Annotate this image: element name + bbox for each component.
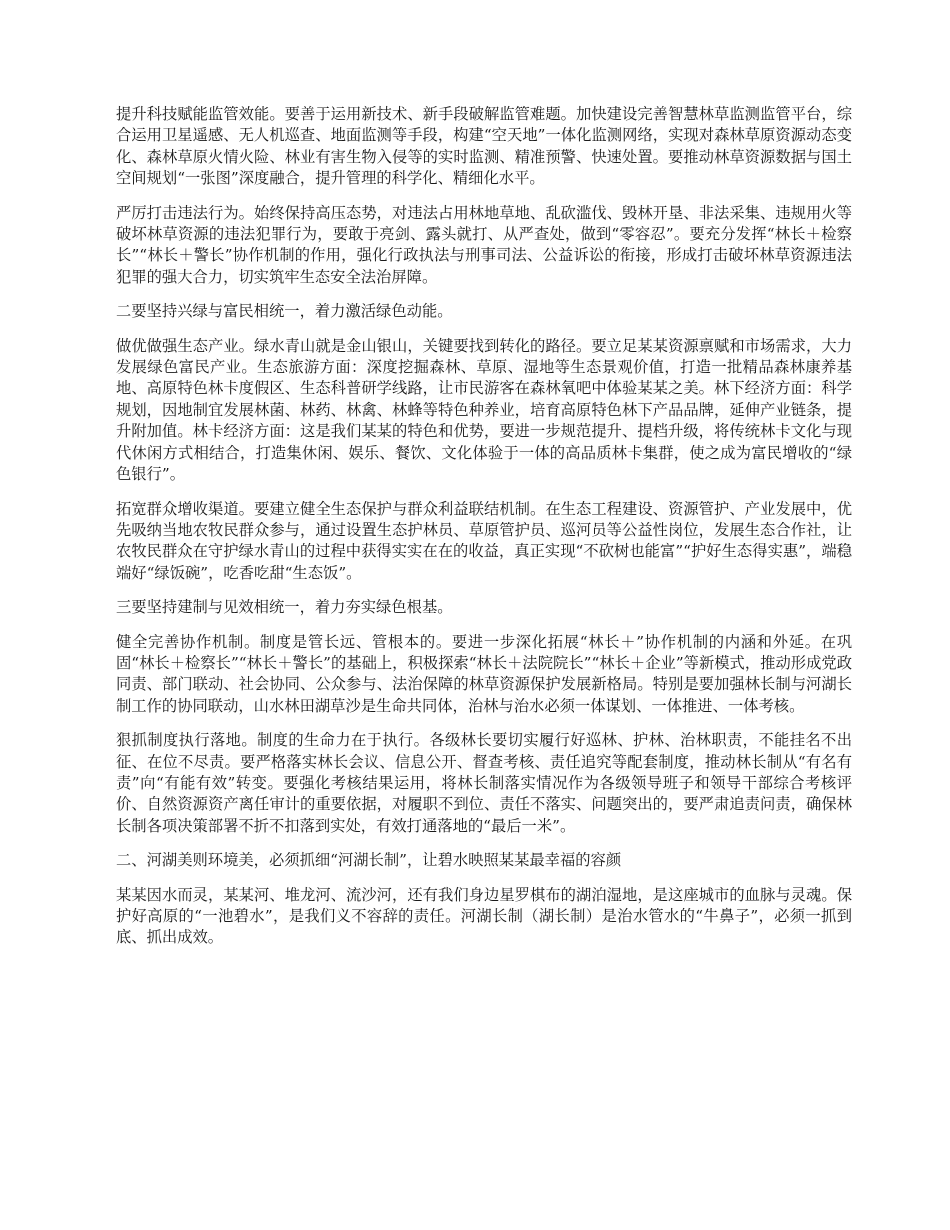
paragraph-income-channels: 拓宽群众增收渠道。要建立健全生态保护与群众利益联结机制。在生态工程建设、资源管护、产业发展中，优先吸纳当地农牧民群众参与，通过设置生态护林员、草原管护员、巡河员等公益性岗位，发展生态合作社，让农牧民群众在守护绿水青山的过程中获得实实在在的收益，真正实现“不砍树也能富”“护好生态得实惠”，端稳端好“绿饭碗”，吃香吃甜“生态饭”。 <box>116 499 852 582</box>
paragraph-crack-down-violations: 严厉打击违法行为。始终保持高压态势，对违法占用林地草地、乱砍滥伐、毁林开垦、非法采集、违规用火等破坏林草资源的违法犯罪行为，要敢于亮剑、露头就打、从严查处，做到“零容忍”。要充分发挥“林长＋检察长”“林长＋警长”协作机制的作用，强化行政执法与刑事司法、公益诉讼的衔接，形成打击破坏林草资源违法犯罪的强大合力，切实筑牢生态安全法治屏障。 <box>116 203 852 286</box>
section-heading-system-effect: 三要坚持建制与见效相统一，着力夯实绿色根基。 <box>116 598 453 617</box>
paragraph-rivers-and-lakes: 某某因水而灵，某某河、堆龙河、流沙河，还有我们身边星罗棋布的湖泊湿地，是这座城市的血脉与灵魂。保护好高原的“一池碧水”，是我们义不容辞的责任。河湖长制（湖长制）是治水管水的“牛鼻子”，必须一抓到底、抓出成效。 <box>116 885 852 947</box>
section-heading-green-prosperity: 二要坚持兴绿与富民相统一，着力激活绿色动能。 <box>116 302 453 321</box>
section-heading-river-lake-chief: 二、河湖美则环境美，必须抓细“河湖长制”，让碧水映照某某最幸福的容颜 <box>116 851 622 870</box>
document-body <box>116 104 852 962</box>
paragraph-eco-industry: 做优做强生态产业。绿水青山就是金山银山，关键要找到转化的路径。要立足某某资源禀赋和市场需求，大力发展绿色富民产业。生态旅游方面：深度挖掘森林、草原、湿地等生态景观价值，打造一批精品森林康养基地、高原特色林卡度假区、生态科普研学线路，让市民游客在森林氧吧中体验某某之美。林下经济方面：科学规划，因地制宜发展林菌、林药、林禽、林蜂等特色种养业，培育高原特色林下产品品牌，延伸产业链条，提升附加值。林卡经济方面：这是我们某某的特色和优势，要进一步规范提升、提档升级，将传统林卡文化与现代休闲方式相结合，打造集休闲、娱乐、餐饮、文化体验于一体的高品质林卡集群，使之成为富民增收的“绿色银行”。 <box>116 336 852 484</box>
paragraph-implementation: 狠抓制度执行落地。制度的生命力在于执行。各级林长要切实履行好巡林、护林、治林职责，不能挂名不出征、在位不尽责。要严格落实林长会议、信息公开、督查考核、责任追究等配套制度，推动林长制从“有名有责”向“有能有效”转变。要强化考核结果运用，将林长制落实情况作为各级领导班子和领导干部综合考核评价、自然资源资产离任审计的重要依据，对履职不到位、责任不落实、问题突出的，要严肃追责问责，确保林长制各项决策部署不折不扣落到实处，有效打通落地的“最后一米”。 <box>116 731 852 835</box>
paragraph-coordination-mechanism: 健全完善协作机制。制度是管长远、管根本的。要进一步深化拓展“林长＋”协作机制的内涵和外延。在巩固“林长＋检察长”“林长＋警长”的基础上，积极探索“林长＋法院院长”“林长＋企业”等新模式，推动形成党政同责、部门联动、社会协同、公众参与、法治保障的林草资源保护发展新格局。特别是要加强林长制与河湖长制工作的协同联动，山水林田湖草沙是生命共同体，治林与治水必须一体谋划、一体推进、一体考核。 <box>116 632 852 715</box>
paragraph-tech-supervision: 提升科技赋能监管效能。要善于运用新技术、新手段破解监管难题。加快建设完善智慧林草监测监管平台，综合运用卫星遥感、无人机巡查、地面监测等手段，构建“空天地”一体化监测网络，实现对森林草原资源动态变化、森林草原火情火险、林业有害生物入侵等的实时监测、精准预警、快速处置。要推动林草资源数据与国土空间规划“一张图”深度融合，提升管理的科学化、精细化水平。 <box>116 105 852 188</box>
